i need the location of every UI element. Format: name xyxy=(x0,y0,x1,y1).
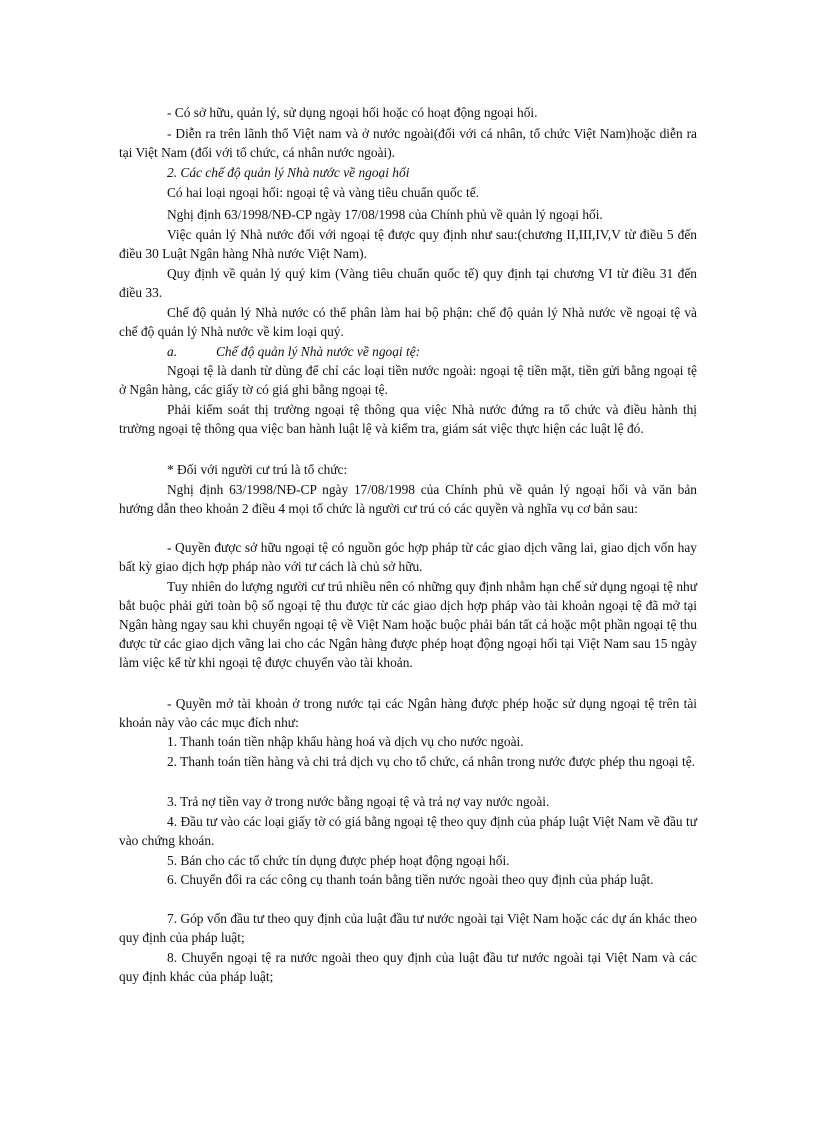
paragraph-state-management: Việc quản lý Nhà nước đối với ngoại tệ được quy định như sau:(chương II,III,IV,V từ điều 5 đến điều 30 Luật Ngân hàng Nhà nước Việt Nam). xyxy=(119,227,697,261)
list-item: 2. Thanh toán tiền hàng và chi trả dịch vụ cho tổ chức, cá nhân trong nước được phép thu ngoại tệ. xyxy=(167,754,696,769)
heading-a-label: a. xyxy=(167,344,178,359)
section-heading-2: 2. Các chế độ quản lý Nhà nước về ngoại hối xyxy=(167,165,410,180)
list-item: 7. Góp vốn đầu tư theo quy định của luật đầu tư nước ngoài tại Việt Nam hoặc các dự án khác theo quy định của pháp luật; xyxy=(119,911,697,945)
list-item: 8. Chuyển ngoại tệ ra nước ngoài theo quy định của luật đầu tư nước ngoài tại Việt Nam và các quy định khác của pháp luật; xyxy=(119,950,697,984)
paragraph-precious-metals: Quy định về quản lý quý kim (Vàng tiêu chuẩn quốc tế) quy định tại chương VI từ điều 31 đến điều 33. xyxy=(119,266,697,300)
paragraph-account-right: - Quyền mở tài khoản ở trong nước tại các Ngân hàng được phép hoặc sử dụng ngoại tệ trên tài khoản này vào các mục đích như: xyxy=(119,696,697,730)
list-item: 6. Chuyển đổi ra các công cụ thanh toán bằng tiền nước ngoài theo quy định của pháp luật. xyxy=(167,872,654,887)
paragraph-foreign-exchange-types: Có hai loại ngoại hối: ngoại tệ và vàng tiêu chuẩn quốc tế. xyxy=(167,185,479,200)
paragraph-ownership-right: - Quyền được sở hữu ngoại tệ có nguồn góc hợp pháp từ các giao dịch vãng lai, giao dịch vốn hay bất kỳ giao dịch hợp pháp nào với tư cách là chủ sở hữu. xyxy=(119,540,697,574)
paragraph-foreign-currency-definition: Ngoại tệ là danh từ dùng để chỉ các loại tiền nước ngoài: ngoại tệ tiền mặt, tiền gửi bằng ngoại tệ ở Ngân hàng, các giấy tờ có giá ghi bằng ngoại tệ. xyxy=(119,363,697,397)
paragraph-restrictions: Tuy nhiên do lượng người cư trú nhiều nên có những quy định nhằm hạn chế sử dụng ngoại tệ như bắt buộc phải gửi toàn bộ số ngoại tệ thu được từ các giao dịch hợp pháp vào tài khoản ngoại tệ đã mở tại Ngân hàng ngay sau khi chuyển ngoại tệ về Việt Nam hoặc buộc phải bán tất cả hoặc một phần ngoại tệ thu được từ các giao dịch vãng lai cho các Ngân hàng được phép hoạt động ngoại hối tại Việt Nam sau 15 ngày làm việc kể từ khi ngoại tệ được chuyển vào tài khoản. xyxy=(119,579,697,670)
bullet-ownership: - Có sở hữu, quản lý, sử dụng ngoại hối hoặc có hoạt động ngoại hối. xyxy=(167,105,538,120)
list-item: 4. Đầu tư vào các loại giấy tờ có giá bằng ngoại tệ theo quy định của pháp luật Việt Nam về đầu tư vào chứng khoán. xyxy=(119,814,697,848)
paragraph-market-control: Phải kiểm soát thị trường ngoại tệ thông qua việc Nhà nước đứng ra tổ chức và điều hành thị trường ngoại tệ thông qua việc ban hành luật lệ và kiểm tra, giám sát việc thực hiện các luật lệ đó. xyxy=(119,402,697,436)
paragraph-management-parts: Chế độ quản lý Nhà nước có thể phân làm hai bộ phận: chế độ quản lý Nhà nước về ngoại tệ và chế độ quản lý Nhà nước về kim loại quý. xyxy=(119,305,697,339)
paragraph-resident-organizations: * Đối với người cư trú là tổ chức: xyxy=(167,462,348,477)
heading-a-text: Chế độ quản lý Nhà nước về ngoại tệ: xyxy=(216,344,421,359)
list-item: 5. Bán cho các tổ chức tín dụng được phép hoạt động ngoại hối. xyxy=(167,853,510,868)
list-item: 3. Trả nợ tiền vay ở trong nước bằng ngoại tệ và trả nợ vay nước ngoài. xyxy=(167,794,550,809)
list-item: 1. Thanh toán tiền nhập khẩu hàng hoá và dịch vụ cho nước ngoài. xyxy=(167,734,524,749)
paragraph-decree-63: Nghị định 63/1998/NĐ-CP ngày 17/08/1998 của Chính phủ về quản lý ngoại hối. xyxy=(167,207,603,222)
paragraph-decree-rights: Nghị định 63/1998/NĐ-CP ngày 17/08/1998 của Chính phủ về quản lý ngoại hối và văn bản hướng dẫn theo khoản 2 điều 4 mọi tổ chức là người cư trú có các quyền và nghĩa vụ cơ bản sau: xyxy=(119,482,697,516)
bullet-territory: - Diễn ra trên lãnh thổ Việt nam và ở nước ngoài(đối với cá nhân, tổ chức Việt Nam)hoặc diễn ra tại Việt Nam (đối với tổ chức, cá nhân nước ngoài). xyxy=(119,126,697,160)
